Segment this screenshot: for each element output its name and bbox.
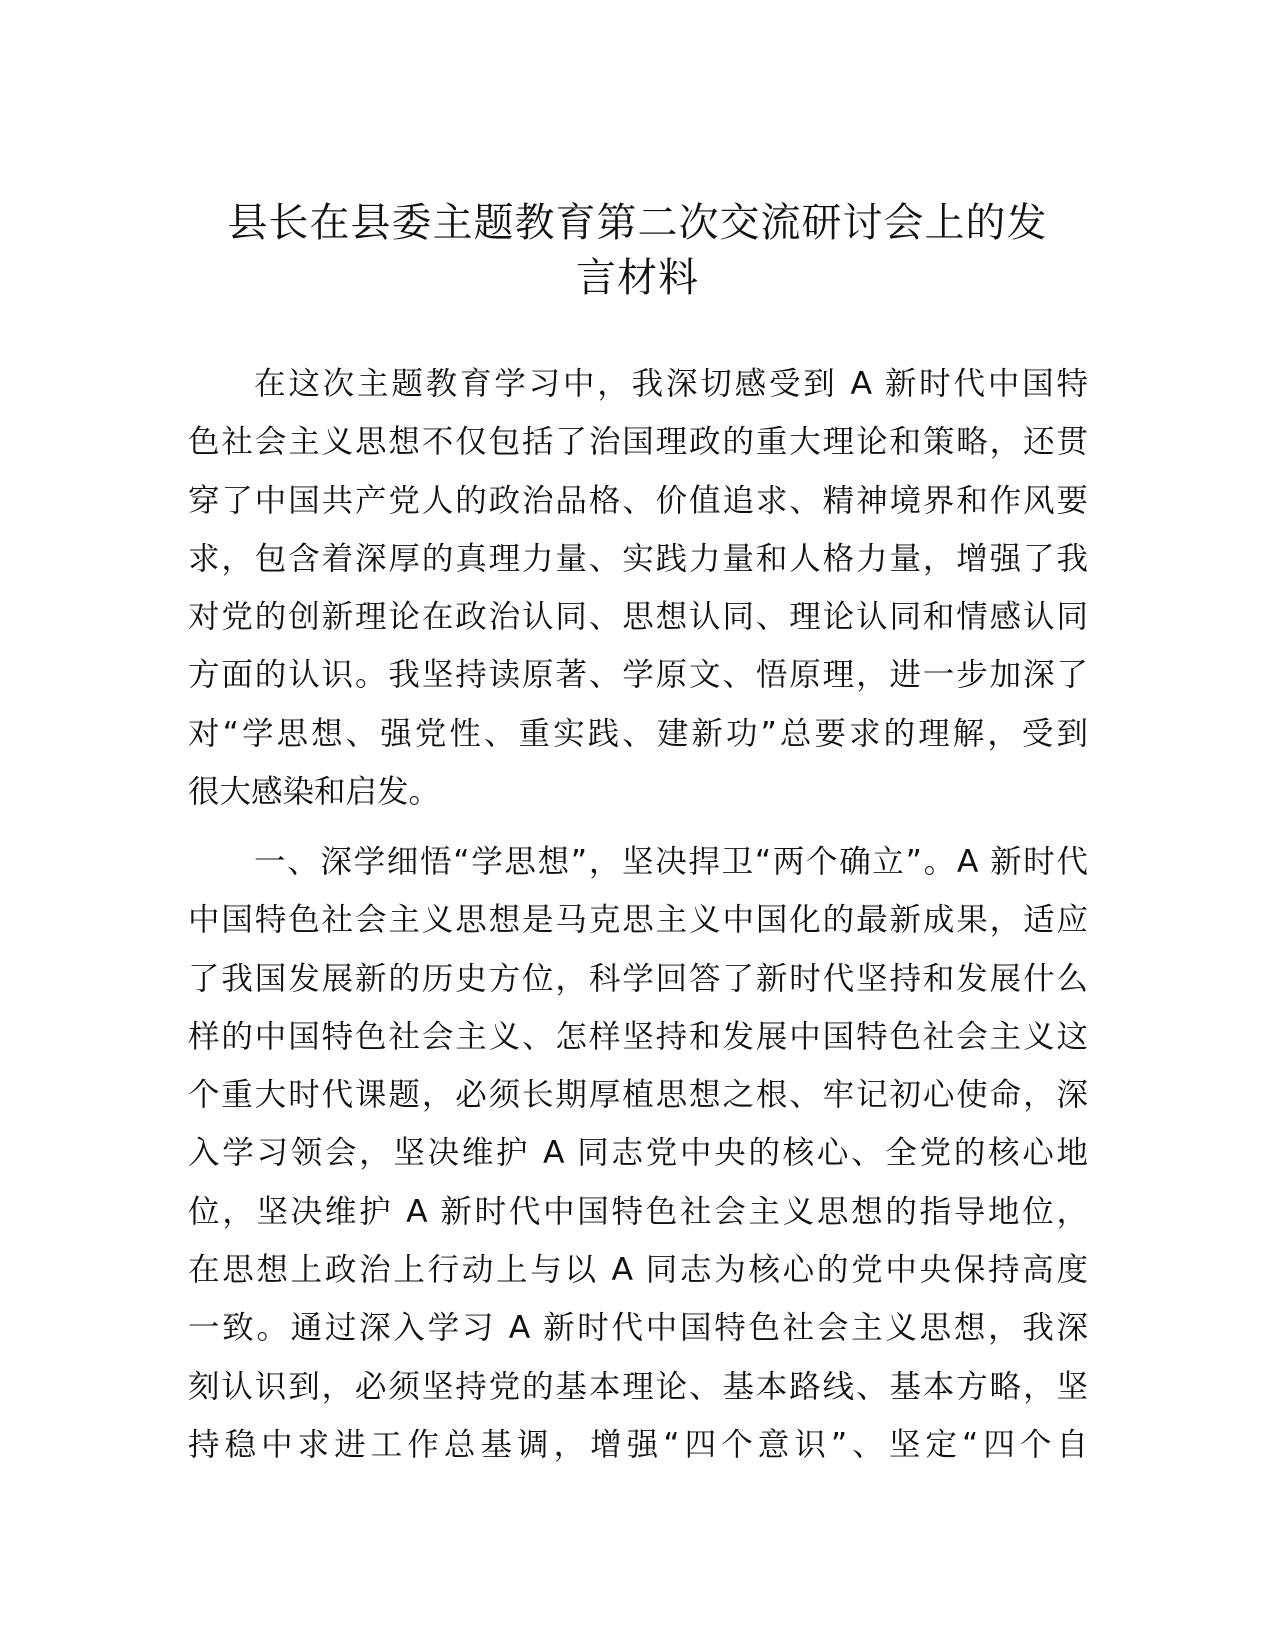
title-line: 县长在县委主题教育第二次交流研讨会上的发 (227, 200, 1048, 246)
paragraph-line: 对党的创新理论在政治认同、思想认同、理论认同和情感认同 (188, 599, 1088, 636)
paragraph-line: 方面的认识。我坚持读原著、学原文、悟原理，进一步加深了 (188, 657, 1088, 694)
paragraph-line: 个重大时代课题，必须长期厚植思想之根、牢记初心使命，深 (188, 1077, 1088, 1114)
paragraph-line: 中国特色社会主义思想是马克思主义中国化的最新成果，适应 (188, 902, 1088, 939)
paragraph-line: 很大感染和启发。 (188, 774, 441, 811)
paragraph-line: 色社会主义思想不仅包括了治国理政的重大理论和策略，还贯 (188, 424, 1088, 461)
paragraph-line: 一、深学细悟“学思想”，坚决捍卫“两个确立”。A 新时代 (254, 844, 1088, 880)
paragraph-line: 一致。通过深入学习 A 新时代中国特色社会主义思想，我深 (188, 1310, 1088, 1347)
body-paragraph-section-one (188, 833, 1088, 1474)
paragraph-line: 入学习领会，坚决维护 A 同志党中央的核心、全党的核心地 (188, 1135, 1088, 1172)
document-title (180, 196, 1095, 306)
paragraph-line: 求，包含着深厚的真理力量、实践力量和人格力量，增强了我 (188, 540, 1088, 577)
paragraph-line: 穿了中国共产党人的政治品格、价值追求、精神境界和作风要 (188, 482, 1088, 519)
paragraph-line: 刻认识到，必须坚持党的基本理论、基本路线、基本方略，坚 (188, 1368, 1088, 1405)
paragraph-line: 对“学思想、强党性、重实践、建新功”总要求的理解，受到 (188, 715, 1088, 752)
title-line: 言材料 (576, 255, 699, 301)
paragraph-line: 位，坚决维护 A 新时代中国特色社会主义思想的指导地位， (188, 1193, 1088, 1230)
paragraph-line: 持稳中求进工作总基调，增强“四个意识”、坚定“四个自 (188, 1426, 1088, 1463)
paragraph-line: 了我国发展新的历史方位，科学回答了新时代坚持和发展什么 (188, 960, 1088, 997)
body-paragraph-intro (188, 355, 1088, 821)
paragraph-line: 在这次主题教育学习中，我深切感受到 A 新时代中国特 (254, 366, 1088, 402)
paragraph-line: 在思想上政治上行动上与以 A 同志为核心的党中央保持高度 (188, 1252, 1088, 1289)
paragraph-line: 样的中国特色社会主义、怎样坚持和发展中国特色社会主义这 (188, 1018, 1088, 1055)
